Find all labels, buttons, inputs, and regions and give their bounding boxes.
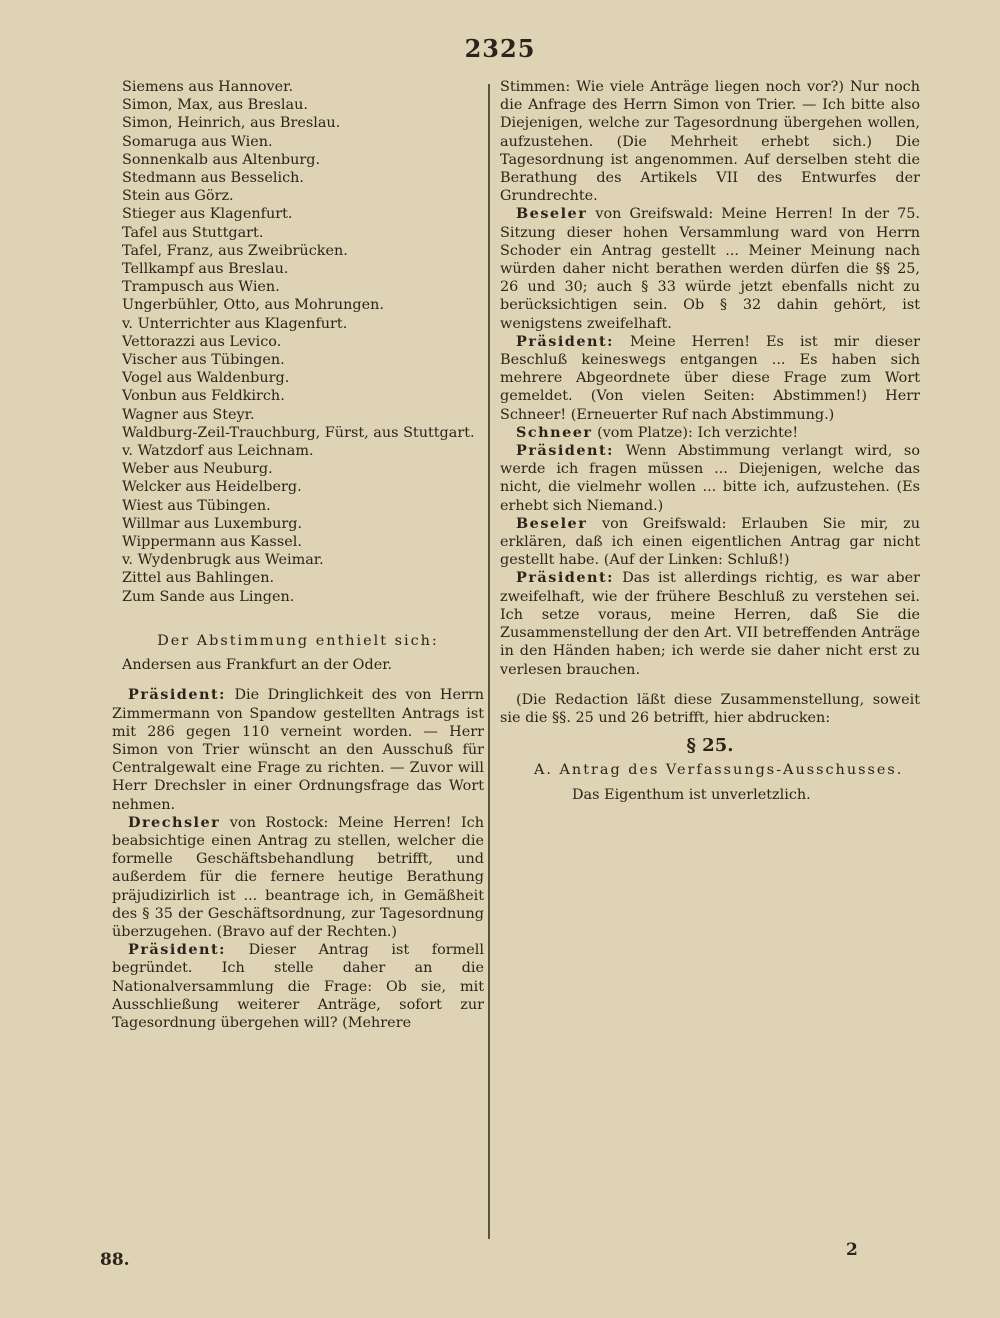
vote-name: Wagner aus Steyr. — [122, 406, 255, 423]
paragraph — [500, 569, 920, 678]
sub-text: Das Eigenthum ist unverletzlich. — [572, 786, 811, 803]
vote-name: Tellkampf aus Breslau. — [122, 261, 289, 278]
paragraph-text: Meine Herren! Es ist mir dieser Beschluß keineswegs entgangen ... Es haben sich mehrere Abgeordnete über diese Frage zum Wort gemeldet. (Von vielen Seiten: Abstimmen!) Herr Schneer! (Erneuerter Ruf nach Abstimmung.) — [500, 333, 920, 423]
paragraph — [112, 814, 484, 941]
vote-name: Tafel, Franz, aus Zweibrücken. — [122, 242, 348, 259]
paragraph-text: Stimmen: Wie viele Anträge liegen noch vor?) Nur noch die Anfrage des Herrn Simon von Trier. — Ich bitte also Diejenigen, welche zur Tagesordnung übergehen wollen, aufzustehen. (Die Mehrheit erhebt sich.) Die Tagesordnung ist angenommen. Auf derselben steht die Berathung des Artikels VII des Entwurfes der Grundrechte. — [500, 79, 920, 205]
paragraph-text: Das ist allerdings richtig, es war aber zweifelhaft, wie der frühere Beschluß zu verstehen sei. Ich setze voraus, meine Herren, daß Sie die Zusammenstellung der den Art. VII betreffenden Anträge in den Händen haben; ich werde sie daher nicht erst zu verlesen brauchen. — [500, 570, 920, 678]
vote-name: Vettorazzi aus Levico. — [122, 333, 282, 350]
paragraph — [500, 333, 920, 424]
speaker-name: Präsident: — [516, 332, 614, 350]
vote-name: Waldburg-Zeil-Trauchburg, Fürst, aus Stuttgart. — [122, 424, 475, 441]
vote-name: Simon, Max, aus Breslau. — [122, 97, 308, 114]
paragraph-text: Dieser Antrag ist formell begründet. Ich stelle daher an die Nationalversammlung die Frage: Ob sie, mit Ausschließung weiterer Anträge, sofort zur Tagesordnung übergehen will? (Mehrere — [112, 942, 484, 1031]
page-number: 2325 — [464, 34, 536, 63]
paragraph — [500, 424, 920, 442]
paragraph — [500, 205, 920, 332]
vote-name: Simon, Heinrich, aus Breslau. — [122, 115, 341, 132]
paragraph-text: (Die Redaction läßt diese Zusammenstellung, soweit sie die §§. 25 und 26 betrifft, hier abdrucken: — [500, 691, 920, 726]
speaker-name: Präsident: — [128, 941, 226, 959]
speaker-name: Beseler — [516, 514, 588, 532]
paragraph-text: von Greifswald: Meine Herren! In der 75. Sitzung dieser hohen Versammlung ward von Herrn Schoder ein Antrag gestellt ... Meiner Meinung nach würden daher nicht berathen werden dürfen die §§ 25, 26 und 30; auch § 33 würde jetzt ebenfalls nicht zu berücksichtigen sein. Ob § 32 dahin gehört, ist wenigstens zweifelhaft. — [500, 206, 920, 332]
vote-name: Tafel aus Stuttgart. — [122, 224, 264, 241]
vote-name: v. Unterrichter aus Klagenfurt. — [122, 315, 348, 332]
column-divider — [488, 84, 490, 1239]
vote-name: Willmar aus Luxemburg. — [122, 515, 303, 532]
paragraph — [500, 691, 920, 727]
right-column — [500, 78, 920, 804]
speaker-name: Präsident: — [516, 442, 614, 460]
vote-name: Zittel aus Bahlingen. — [122, 570, 275, 587]
abstention-heading: Der Abstimmung enthielt sich: — [157, 632, 439, 649]
paragraph-text: Wenn Abstimmung verlangt wird, so werde ich fragen müssen ... Diejenigen, welche das nicht, die vielmehr wollen ... bitte ich, aufzustehen. (Es erhebt sich Niemand.) — [500, 443, 920, 514]
paragraph — [500, 515, 920, 570]
signature-mark: 88. — [100, 1250, 130, 1270]
vote-name: Trampusch aus Wien. — [122, 279, 280, 296]
vote-name: Wippermann aus Kassel. — [122, 534, 302, 551]
vote-name: Vischer aus Tübingen. — [122, 352, 285, 369]
vote-name: Stedmann aus Besselich. — [122, 170, 304, 187]
speaker-name: Schneer — [516, 423, 593, 441]
vote-name: Wiest aus Tübingen. — [122, 497, 271, 514]
vote-name: Welcker aus Heidelberg. — [122, 479, 302, 496]
paragraph — [112, 686, 484, 813]
paragraph — [500, 442, 920, 515]
speaker-name: Beseler — [516, 205, 588, 223]
speaker-name: Drechsler — [128, 813, 221, 831]
section-heading: § 25. — [686, 735, 734, 757]
paragraph-text: von Rostock: Meine Herren! Ich beabsichtige einen Antrag zu stellen, welcher die formelle Geschäftsbehandlung betrifft, und außerdem für die fernere heutige Berathung präjudizirlich ist ... beantrage ich, in Gemäßheit des § 35 der Geschäftsordnung, zur Tagesordnung überzugehen. (Bravo auf der Rechten.) — [112, 814, 484, 940]
vote-name: Zum Sande aus Lingen. — [122, 588, 295, 605]
vote-names-list — [112, 78, 484, 606]
paragraph — [112, 941, 484, 1032]
sub-heading: A. Antrag des Verfassungs-Ausschusses. — [534, 762, 904, 779]
abstention-name: Andersen aus Frankfurt an der Oder. — [122, 657, 393, 674]
left-column — [112, 78, 484, 1032]
vote-name: v. Watzdorf aus Leichnam. — [122, 443, 314, 460]
vote-name: v. Wydenbrugk aus Weimar. — [122, 552, 324, 569]
speaker-name: Präsident: — [516, 569, 614, 587]
vote-name: Weber aus Neuburg. — [122, 461, 273, 478]
vote-name: Vogel aus Waldenburg. — [122, 370, 290, 387]
signature-mark: 2 — [846, 1240, 858, 1260]
paragraph-text: (vom Platze): Ich verzichte! — [597, 424, 799, 441]
paragraph-text: Die Dringlichkeit des von Herrn Zimmermann von Spandow gestellten Antrags ist mit 286 gegen 110 verneint worden. — Herr Simon von Trier wünscht an den Ausschuß für Centralgewalt eine Frage zu richten. — Zuvor will Herr Drechsler in einer Ordnungsfrage das Wort nehmen. — [112, 687, 484, 813]
vote-name: Ungerbühler, Otto, aus Mohrungen. — [122, 297, 384, 314]
paragraph-text: von Greifswald: Erlauben Sie mir, zu erklären, daß ich einen eigentlichen Antrag gar nicht gestellt habe. (Auf der Linken: Schluß!) — [500, 515, 920, 569]
speaker-name: Präsident: — [128, 686, 226, 704]
vote-name: Somaruga aus Wien. — [122, 133, 273, 150]
vote-name: Stieger aus Klagenfurt. — [122, 206, 293, 223]
paragraph — [500, 78, 920, 205]
vote-name: Stein aus Görz. — [122, 188, 234, 205]
vote-name: Siemens aus Hannover. — [122, 79, 294, 95]
vote-name: Sonnenkalb aus Altenburg. — [122, 151, 321, 168]
vote-name: Vonbun aus Feldkirch. — [122, 388, 285, 405]
